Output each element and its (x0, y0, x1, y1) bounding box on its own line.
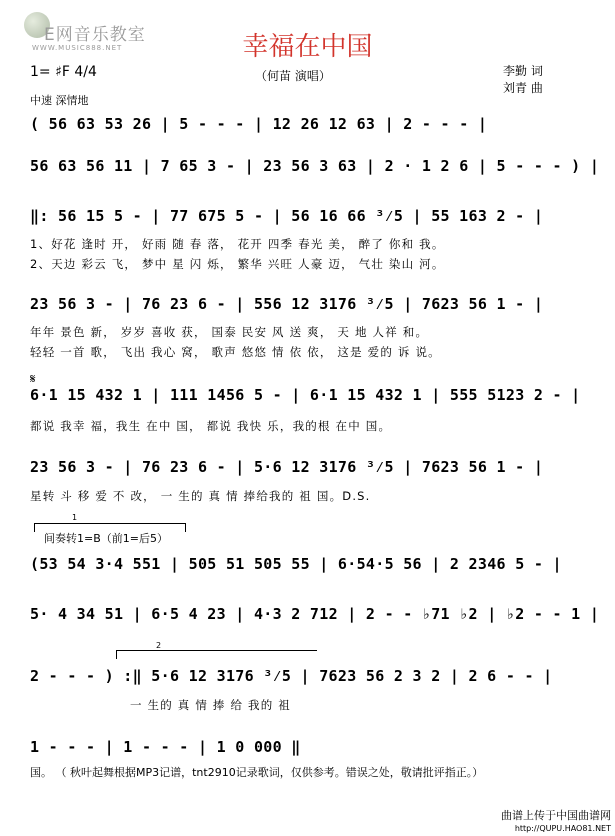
score-row-5: 6·1 15 432 1 | 111 1456 5 - | 6·1 15 432 1 | 555 5123 2 - | (30, 386, 581, 404)
lyric-chorus-2: 星转 斗 移 爱 不 改， 一 生的 真 情 捧给我的 祖 国。D.S. (30, 489, 371, 503)
volta-number: 2 (156, 641, 162, 650)
composer-credit: 刘青 曲 (503, 81, 543, 95)
score-row-8: 5· 4 34 51 | 6·5 4 23 | 4·3 2 712 | 2 - - ♭71 ♭2 | ♭2 - - 1 | (30, 605, 600, 623)
score-row-3: ‖: 56 15 5 - | 77 675 5 - | 56 16 66 ³⁄5 | 55 163 2 - | (30, 207, 544, 225)
score-row-6: 23 56 3 - | 76 23 6 - | 5·6 12 3176 ³⁄5 | 7623 56 1 - | (30, 458, 544, 476)
score-row-1: ( 56 63 53 26 | 5 - - - | 12 26 12 63 | 2 - - - | (30, 115, 488, 133)
singer-credit: （何苗 演唱） (255, 69, 331, 83)
watermark-text: E网音乐教室 (44, 25, 146, 45)
footer-credit (501, 809, 611, 835)
lyric-coda: 一 生的 真 情 捧 给 我的 祖 (130, 698, 291, 712)
score-row-4: 23 56 3 - | 76 23 6 - | 556 12 3176 ³⁄5 | 7623 56 1 - | (30, 295, 544, 313)
watermark-url: WWW.MUSIC888.NET (32, 44, 123, 52)
footer-line-1: 曲谱上传于中国曲谱网 (501, 809, 611, 822)
lyricist-credit: 李勤 词 (503, 64, 543, 78)
lyric-verse1-a: 1、好花 逢时 开， 好雨 随 春 落， 花开 四季 春光 美， 醉了 你和 我。 (30, 237, 445, 251)
volta-bracket (116, 650, 317, 659)
transcription-note: 国。 （ 秋叶起舞根据MP3记谱，tnt2910记录歌词，仅供参考。错误之处，敬请批评指正。） (30, 766, 484, 779)
song-title: 幸福在中国 (242, 32, 373, 62)
lyric-verse1-b: 年年 景色 新， 岁岁 喜收 获， 国泰 民安 风 送 爽， 天 地 人祥 和。 (30, 325, 429, 339)
interlude-marker: 1 (72, 513, 78, 522)
lyric-verse2-b: 轻轻 一首 歌， 飞出 我心 窝， 歌声 悠悠 情 依 依， 这是 爱的 诉 说。 (30, 345, 441, 359)
key-signature: 1= ♯F 4/4 (30, 64, 97, 80)
modulation-note: 间奏转1=B（前1=后5） (44, 532, 168, 545)
score-row-2: 56 63 56 11 | 7 65 3 - | 23 56 3 63 | 2 · 1 2 6 | 5 - - - ) | (30, 157, 600, 175)
lyric-verse2-a: 2、天边 彩云 飞， 梦中 星 闪 烁， 繁华 兴旺 人豪 迈， 气壮 染山 河。 (30, 257, 445, 271)
footer-url: http://QUPU.HAO81.NET (514, 824, 611, 833)
score-row-10: 1 - - - | 1 - - - | 1 0 000 ‖ (30, 738, 301, 756)
tempo-marking: 中速 深情地 (30, 94, 89, 107)
score-row-7: (53 54 3·4 551 | 505 51 505 55 | 6·54·5 56 | 2 2346 5 - | (30, 555, 562, 573)
segno-sign: 𝄋 (30, 372, 36, 387)
score-row-9: 2 - - - ) :‖ 5·6 12 3176 ³⁄5 | 7623 56 2 3 2 | 2 6 - - | (30, 667, 553, 685)
lyric-chorus-1: 都说 我幸 福，我生 在中 国， 都说 我快 乐，我的根 在中 国。 (30, 419, 392, 433)
